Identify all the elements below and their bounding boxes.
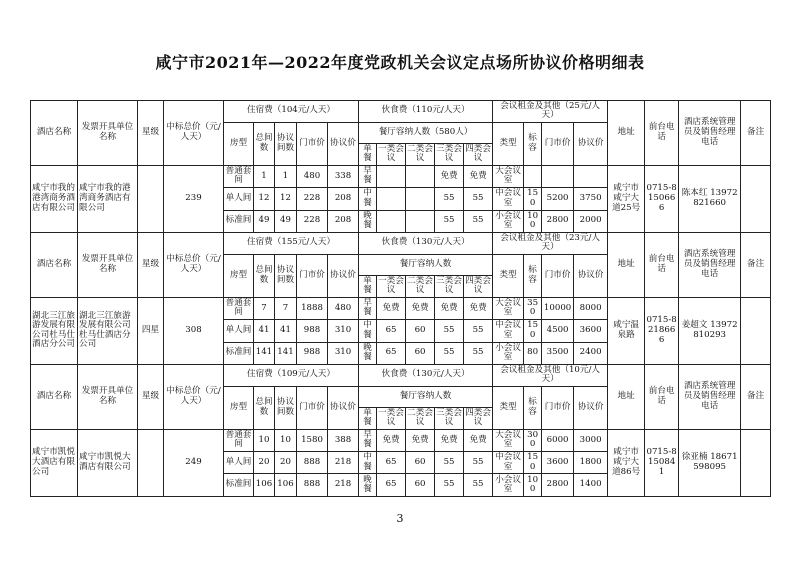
invoice-unit-header: 发票开具单位名称: [78, 364, 138, 429]
room-type: 标准间: [224, 474, 254, 496]
class2-price: 60: [406, 342, 435, 364]
rack-price: 480: [297, 165, 328, 187]
rack-price: 1888: [297, 297, 328, 319]
restaurant-capacity-header: 餐厅容纳人数: [359, 386, 493, 408]
bid-price: 308: [164, 297, 224, 364]
hotel-address: 咸宁市咸宁大道25号: [608, 165, 645, 232]
table-row: [31, 297, 771, 319]
agreed-rooms: 20: [275, 452, 297, 474]
remark: [741, 429, 771, 496]
conf-type: 大会议室: [493, 429, 524, 451]
meal-name: 晚餐: [359, 210, 377, 232]
agreed-rooms: 1: [275, 165, 297, 187]
class4-price: 55: [464, 210, 493, 232]
conf-type: 大会议室: [493, 165, 524, 187]
meal-name: 中餐: [359, 452, 377, 474]
hotel-name-header: 酒店名称: [31, 232, 78, 297]
address-header: 地址: [608, 101, 645, 166]
rack-price: 228: [297, 210, 328, 232]
class3-header: 三类会议: [436, 407, 462, 428]
agreed-price-header: 协议价: [328, 386, 359, 429]
hotel-name-header: 酒店名称: [31, 101, 78, 166]
class1-price: 65: [377, 320, 406, 342]
conf-rack-price: [542, 165, 574, 187]
rack-price: 228: [297, 188, 328, 210]
class4-price: 免费: [464, 297, 493, 319]
class4-price: 55: [464, 474, 493, 496]
meal-header: 伙食费（130元/人天）: [359, 364, 493, 386]
remark-header: 备注: [741, 232, 771, 297]
class2-price: 60: [406, 320, 435, 342]
total-rooms-header: 总间数: [254, 122, 275, 165]
conf-rack-price: 10000: [542, 297, 574, 319]
invoice-unit-header: 发票开具单位名称: [78, 101, 138, 166]
class2-price: 60: [406, 474, 435, 496]
conference-header: 会议租金及其他（10元/人天）: [493, 364, 608, 386]
rack-price: 988: [297, 320, 328, 342]
table-row: [31, 429, 771, 451]
meal-header: 伙食费（110元/人天）: [359, 101, 493, 123]
agreed-price: 338: [328, 165, 359, 187]
conf-agreed-price: 8000: [574, 297, 608, 319]
remark-header: 备注: [741, 101, 771, 166]
rack-price: 988: [297, 342, 328, 364]
class3-price: 55: [435, 452, 464, 474]
invoice-unit: 咸宁市我的港湾商务酒店有限公司: [78, 165, 138, 232]
conf-agreed-price: 3600: [574, 320, 608, 342]
conf-rack-price: 4500: [542, 320, 574, 342]
remark: [741, 297, 771, 364]
conf-capacity: 300: [524, 429, 542, 451]
total-rooms: 106: [254, 474, 275, 496]
class1-price: 65: [377, 452, 406, 474]
conf-type-header: 类型: [493, 386, 524, 429]
class1-price: [377, 188, 406, 210]
class1-price: 65: [377, 474, 406, 496]
class2-price: [406, 188, 435, 210]
meal-name: 早餐: [359, 429, 377, 451]
rack-price: 1580: [297, 429, 328, 451]
manager-contact: 陈本红 13972821660: [679, 165, 741, 232]
total-rooms: 7: [254, 297, 275, 319]
conf-type: 中会议室: [493, 188, 524, 210]
class1-price: 65: [377, 342, 406, 364]
address-header: 地址: [608, 232, 645, 297]
room-type: 标准间: [224, 342, 254, 364]
manager-contact: 姜超文 13972810293: [679, 297, 741, 364]
class2-header: 二类会议: [407, 275, 433, 296]
conf-rack-price: 3600: [542, 452, 574, 474]
conf-rack-price-header: 门市价: [542, 254, 574, 297]
room-type: 标准间: [224, 210, 254, 232]
invoice-unit: 湖北三江旅游发展有限公司杜马仕酒店分公司: [78, 297, 138, 364]
conf-type: 中会议室: [493, 452, 524, 474]
conf-agreed-price-header: 协议价: [574, 254, 608, 297]
class1-price: 免费: [377, 429, 406, 451]
class4-price: 55: [464, 452, 493, 474]
conf-capacity: 100: [524, 474, 542, 496]
room-type: 单人间: [224, 188, 254, 210]
lodging-header: 住宿费（155元/人天）: [224, 232, 359, 254]
class4-price: 55: [464, 320, 493, 342]
total-rooms: 12: [254, 188, 275, 210]
table-row: [31, 165, 771, 187]
agreed-price: 218: [328, 474, 359, 496]
class4-header: 四类会议: [465, 143, 491, 164]
hotel-name: 湖北三江旅游发展有限公司杜马仕酒店分公司: [31, 297, 78, 364]
conf-rack-price: 5200: [542, 188, 574, 210]
conference-header: 会议租金及其他（23元/人天）: [493, 232, 608, 254]
page-title: 咸宁市2021年—2022年度党政机关会议定点场所协议价格明细表: [155, 53, 645, 72]
conf-capacity: 150: [524, 320, 542, 342]
bid-price-header: 中标总价（元/人天）: [164, 101, 224, 166]
manager-header: 酒店系统管理员及销售经理电话: [679, 364, 741, 429]
conf-type-header: 类型: [493, 254, 524, 297]
lodging-header: 住宿费（109元/人天）: [224, 364, 359, 386]
total-rooms: 10: [254, 429, 275, 451]
star-rating: [138, 165, 164, 232]
hotel-name-header: 酒店名称: [31, 364, 78, 429]
meal-name: 晚餐: [359, 342, 377, 364]
meal-name: 中餐: [359, 320, 377, 342]
bid-price: 249: [164, 429, 224, 496]
class3-price: 55: [435, 188, 464, 210]
class4-header: 四类会议: [465, 407, 491, 428]
rack-price: 888: [297, 452, 328, 474]
capacity-header: 标容: [524, 122, 542, 165]
agreed-price-header: 协议价: [328, 122, 359, 165]
class1-price: [377, 210, 406, 232]
agreed-price: 310: [328, 342, 359, 364]
room-type: 普通套间: [224, 429, 254, 451]
agreed-price: 208: [328, 188, 359, 210]
agreed-rooms-header: 协议间数: [275, 122, 297, 165]
conf-rack-price-header: 门市价: [542, 386, 574, 429]
conf-capacity: 350: [524, 297, 542, 319]
single-meal-header: 单餐: [359, 276, 377, 298]
agreed-price: 310: [328, 320, 359, 342]
star-rating: 四星: [138, 297, 164, 364]
front-phone: 0715-8218666: [645, 297, 679, 364]
class1-header: 一类会议: [378, 407, 404, 428]
conf-type: 中会议室: [493, 320, 524, 342]
address-header: 地址: [608, 364, 645, 429]
class4-price: 55: [464, 342, 493, 364]
front-phone: 0715-8150666: [645, 165, 679, 232]
restaurant-capacity-header: 餐厅容纳人数: [359, 254, 493, 276]
remark-header: 备注: [741, 364, 771, 429]
remark: [741, 165, 771, 232]
class2-price: 免费: [406, 429, 435, 451]
class2-price: 60: [406, 452, 435, 474]
star-header: 星级: [138, 101, 164, 166]
class4-price: 免费: [464, 429, 493, 451]
conf-rack-price: 3500: [542, 342, 574, 364]
conf-type: 大会议室: [493, 297, 524, 319]
total-rooms: 141: [254, 342, 275, 364]
room-type: 单人间: [224, 320, 254, 342]
conf-rack-price: 6000: [542, 429, 574, 451]
class3-price: 免费: [435, 429, 464, 451]
conf-rack-price: 2800: [542, 210, 574, 232]
conf-capacity: 80: [524, 342, 542, 364]
class1-price: 免费: [377, 297, 406, 319]
conf-capacity: 150: [524, 452, 542, 474]
conf-agreed-price: 3750: [574, 188, 608, 210]
conf-type: 小会议室: [493, 342, 524, 364]
front-phone-header: 前台电话: [645, 232, 679, 297]
restaurant-capacity-header: 餐厅容纳人数（580人）: [359, 122, 493, 144]
class2-price: [406, 210, 435, 232]
agreed-rooms-header: 协议间数: [275, 386, 297, 429]
class1-header: 一类会议: [378, 275, 404, 296]
total-rooms: 1: [254, 165, 275, 187]
room-type: 普通套间: [224, 165, 254, 187]
star-header: 星级: [138, 364, 164, 429]
conf-agreed-price: 2400: [574, 342, 608, 364]
rack-price-header: 门市价: [297, 254, 328, 297]
rack-price-header: 门市价: [297, 386, 328, 429]
capacity-header: 标容: [524, 254, 542, 297]
conf-capacity: 100: [524, 210, 542, 232]
header-row: [31, 232, 771, 254]
hotel-address: 咸宁温泉路: [608, 297, 645, 364]
conf-rack-price: 2800: [542, 474, 574, 496]
rack-price-header: 门市价: [297, 122, 328, 165]
class3-header: 三类会议: [436, 143, 462, 164]
hotel-address: 咸宁市咸宁大道86号: [608, 429, 645, 496]
single-meal-header: 单餐: [359, 144, 377, 166]
conf-capacity: 150: [524, 188, 542, 210]
agreed-price: 388: [328, 429, 359, 451]
agreed-price-header: 协议价: [328, 254, 359, 297]
invoice-unit-header: 发票开具单位名称: [78, 232, 138, 297]
hotel-name: 咸宁市我的港湾商务酒店有限公司: [31, 165, 78, 232]
agreed-price: 480: [328, 297, 359, 319]
lodging-header: 住宿费（104元/人天）: [224, 101, 359, 123]
capacity-header: 标容: [524, 386, 542, 429]
bid-price: 239: [164, 165, 224, 232]
invoice-unit: 咸宁市凯悦大酒店有限公司: [78, 429, 138, 496]
agreed-rooms: 12: [275, 188, 297, 210]
room-type-header: 房型: [224, 386, 254, 429]
conf-capacity: [524, 165, 542, 187]
agreed-rooms: 49: [275, 210, 297, 232]
total-rooms-header: 总间数: [254, 386, 275, 429]
room-type: 普通套间: [224, 297, 254, 319]
page-number: 3: [396, 512, 404, 525]
agreed-rooms: 141: [275, 342, 297, 364]
bid-price-header: 中标总价（元/人天）: [164, 364, 224, 429]
room-type-header: 房型: [224, 122, 254, 165]
class2-header: 二类会议: [407, 143, 433, 164]
total-rooms: 41: [254, 320, 275, 342]
total-rooms-header: 总间数: [254, 254, 275, 297]
conf-agreed-price: 1800: [574, 452, 608, 474]
total-rooms: 20: [254, 452, 275, 474]
room-type-header: 房型: [224, 254, 254, 297]
agreed-rooms: 10: [275, 429, 297, 451]
agreed-rooms: 7: [275, 297, 297, 319]
class3-price: 55: [435, 474, 464, 496]
conf-agreed-price: 2000: [574, 210, 608, 232]
conf-agreed-price: 3000: [574, 429, 608, 451]
front-phone: 0715-8150841: [645, 429, 679, 496]
class3-price: 55: [435, 342, 464, 364]
conference-header: 会议租金及其他（25元/人天）: [493, 101, 608, 123]
star-header: 星级: [138, 232, 164, 297]
meal-header: 伙食费（130元/人天）: [359, 232, 493, 254]
conf-type: 小会议室: [493, 210, 524, 232]
class2-price: 免费: [406, 297, 435, 319]
total-rooms: 49: [254, 210, 275, 232]
conf-rack-price-header: 门市价: [542, 122, 574, 165]
star-rating: [138, 429, 164, 496]
class4-price: 免费: [464, 165, 493, 187]
conf-type: 小会议室: [493, 474, 524, 496]
price-table: [30, 100, 771, 497]
meal-name: 早餐: [359, 165, 377, 187]
conf-type-header: 类型: [493, 122, 524, 165]
class3-price: 55: [435, 320, 464, 342]
header-row: [31, 101, 771, 123]
conf-agreed-price-header: 协议价: [574, 386, 608, 429]
rack-price: 888: [297, 474, 328, 496]
class1-header: 一类会议: [378, 143, 404, 164]
conf-agreed-price: [574, 165, 608, 187]
class2-price: [406, 165, 435, 187]
agreed-rooms-header: 协议间数: [275, 254, 297, 297]
front-phone-header: 前台电话: [645, 364, 679, 429]
class2-header: 二类会议: [407, 407, 433, 428]
conf-agreed-price-header: 协议价: [574, 122, 608, 165]
manager-contact: 徐亚楠 18671598095: [679, 429, 741, 496]
class3-price: 免费: [435, 165, 464, 187]
agreed-price: 218: [328, 452, 359, 474]
class4-price: 55: [464, 188, 493, 210]
conf-agreed-price: 1400: [574, 474, 608, 496]
meal-name: 早餐: [359, 297, 377, 319]
room-type: 单人间: [224, 452, 254, 474]
front-phone-header: 前台电话: [645, 101, 679, 166]
class3-price: 免费: [435, 297, 464, 319]
manager-header: 酒店系统管理员及销售经理电话: [679, 101, 741, 166]
header-row: [31, 364, 771, 386]
agreed-rooms: 106: [275, 474, 297, 496]
hotel-name: 咸宁市凯悦大酒店有限公司: [31, 429, 78, 496]
agreed-price: 208: [328, 210, 359, 232]
manager-header: 酒店系统管理员及销售经理电话: [679, 232, 741, 297]
class3-header: 三类会议: [436, 275, 462, 296]
agreed-rooms: 41: [275, 320, 297, 342]
meal-name: 晚餐: [359, 474, 377, 496]
bid-price-header: 中标总价（元/人天）: [164, 232, 224, 297]
class1-price: [377, 165, 406, 187]
single-meal-header: 单餐: [359, 408, 377, 430]
class4-header: 四类会议: [465, 275, 491, 296]
class3-price: 55: [435, 210, 464, 232]
meal-name: 中餐: [359, 188, 377, 210]
